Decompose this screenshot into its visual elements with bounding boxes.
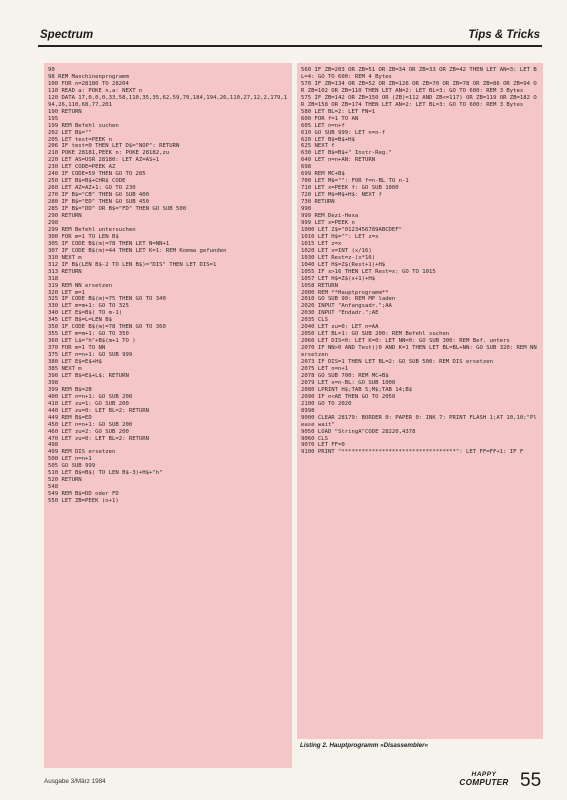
listing-line: 360 LET L$="h"+B$(m+1 TO ) <box>48 338 136 345</box>
listing-line: 998 <box>301 206 312 213</box>
listing-line: 460 LET zu=2: GO SUB 200 <box>48 428 129 435</box>
listing-line: 575 IF ZB=142 OR ZB=150 OR (ZB)=112 AND ZB<=117) OR ZB=119 OR ZB=182 OR ZB=158 OR ZB=174 THEN LET AN=2: LET BL=3: GO TO 600: REM 3 Bytes <box>301 94 537 108</box>
listing-line: 380 LET E$=E$+H$ <box>48 359 102 366</box>
listing-line: 2035 CLS <box>301 317 328 324</box>
listing-line: 520 RETURN <box>48 477 82 484</box>
listing-line: 9060 CLS <box>301 435 328 442</box>
listing-line: 2100 GO TO 2020 <box>301 400 352 407</box>
issue-label: Ausgabe 3/März 1984 <box>44 778 106 785</box>
listing-line: 500 LET n=n+1 <box>48 456 92 463</box>
listing-line: 110 READ a: POKE n,a: NEXT n <box>48 87 143 94</box>
listing-line: 305 IF CODE B$(m)=78 THEN LET N=NN+1 <box>48 240 170 247</box>
listing-line: 640 LET n=n+AN: RETURN <box>301 157 376 164</box>
listing-line: 307 IF CODE B$(m)=44 THEN LET K=1: REM Komma gefunden <box>48 247 227 254</box>
listing-line: 206 IF test=0 THEN LET D$="NOP": RETURN <box>48 143 180 150</box>
listing-line: 9050 LOAD "StringA"CODE 28220,4378 <box>301 428 416 435</box>
listing-line: 202 LET B$="" <box>48 129 92 136</box>
listing-line: 340 LET E$=B$( TO m-1) <box>48 310 123 317</box>
listing-line: 548 <box>48 484 59 491</box>
listing-line: 999 LET x=PEEK n <box>301 219 355 226</box>
listing-line: 2078 GO SUB 700: REM MC+B$ <box>301 372 389 379</box>
listing-line: 199 REM Befehl suchen <box>48 122 119 129</box>
listing-line: 1055 IF x>16 THEN LET Rest=x: GO TO 1015 <box>301 268 436 275</box>
listing-line: 280 IF B$="ED" THEN GO SUB 450 <box>48 199 150 206</box>
listing-line: 9070 LET FF=0 <box>301 442 345 449</box>
page-header <box>38 26 542 44</box>
listing-line: 580 LET BL=2: LET FN=1 <box>301 108 376 115</box>
listing-column-left <box>44 63 292 768</box>
listing-line: 2030 INPUT "Endadr.";AE <box>301 310 379 317</box>
listing-line: 375 LET n=n+1: GO SUB 999 <box>48 352 133 359</box>
listing-line: 570 IF ZB=134 OR ZB=52 OR ZB=126 OR ZB=70 OR ZB=78 OR ZB=86 OR ZB=94 OR ZB=102 OR ZB=110 THEN LET AN=2: LET BL=3: GO TO 600: REM 3 Bytes <box>301 80 537 94</box>
listing-line: 2075 LET n=n+1 <box>301 365 349 372</box>
listing-line: 325 IF CODE B$(m)=75 THEN GO TO 340 <box>48 296 166 303</box>
listing-line: 330 LET m=m+1: GO TO 325 <box>48 303 129 310</box>
listing-line: 270 IF B$="CB" THEN GO SUB 400 <box>48 192 150 199</box>
listing-line: 1020 LET x=INT (x/16) <box>301 247 372 254</box>
listing-line: 698 <box>301 164 312 171</box>
listing-line: 1040 LET H$=Z$(Rest+1)+H$ <box>301 261 386 268</box>
listing-line: 370 FOR m=1 TO NN <box>48 345 106 352</box>
listing-line: 350 IF CODE B$(m)=78 THEN GO TO 360 <box>48 324 166 331</box>
logo-line-1: HAPPY <box>471 771 497 778</box>
listing-line: 499 REM DIS ersetzen <box>48 449 116 456</box>
listing-line: 610 GO SUB 999: LET n=n-f <box>301 129 386 136</box>
listing-line: 210 POKE 28181,PEEK n: POKE 28182,zu <box>48 150 170 157</box>
listing-line: 300 FOR m=1 TO LEN B$ <box>48 233 119 240</box>
section-category: Tips & Tricks <box>468 29 540 41</box>
listing-line: 345 LET B$=L=LEN B$ <box>48 317 112 324</box>
listing-line: 2070 IF NN>0 AND Test()0 AND K=1 THEN LET BL=BL+NN: GO SUB 320: REM NN ersetzen <box>301 345 541 359</box>
listing-line: 2090 IF n<AE THEN GO TO 2050 <box>301 393 396 400</box>
listing-line: 498 <box>48 442 59 449</box>
listing-line: 1015 LET z=x <box>301 240 342 247</box>
listing-line: 385 NEXT m <box>48 365 82 372</box>
listing-line: 1000 LET Z$="0123456789ABCDEF" <box>301 226 403 233</box>
listing-line: 390 LET B$=E$+L$: RETURN <box>48 372 129 379</box>
listing-line: 605 LET n=n+f <box>301 122 345 129</box>
listing-line: 2010 GO SUB 90: REM MP laden <box>301 296 396 303</box>
listing-line: 312 IF B$(LEN B$-2 TO LEN B$)="DIS" THEN LET DIS=1 <box>48 261 217 268</box>
listing-line: 2080 LPRINT H$;TAB 5;M$;TAB 14;B$ <box>301 386 413 393</box>
header-rule <box>38 45 542 47</box>
listing-line: 195 <box>48 115 59 122</box>
logo-line-2: COMPUTER <box>459 778 509 787</box>
listing-line: 313 RETURN <box>48 268 82 275</box>
listing-line: 1030 LET Rest=z-(x*16) <box>301 254 376 261</box>
listing-line: 549 REM B$=DD oder FD <box>48 491 119 498</box>
listing-line: 120 DATA 17,0,0,0,33,58,110,35,35,62,59,70,184,194,26,110,27,12,2,179,194,26,110,68,77,201 <box>48 94 288 108</box>
section-title: Spectrum <box>40 29 94 41</box>
listing-line: 290 RETURN <box>48 213 82 220</box>
listing-line: 410 LET zu=1: GO SUB 200 <box>48 400 129 407</box>
listing-line: 260 LET AZ=AZ+1: GO TO 230 <box>48 185 136 192</box>
listing-line: 240 IF CODE=59 THEN GO TO 285 <box>48 171 146 178</box>
listing-line: 1057 LET H$=Z$(x+1)+H$ <box>301 275 376 282</box>
listing-line: 355 LET m=m+1: GO TO 350 <box>48 331 129 338</box>
listing-line: 399 REM B$=2B <box>48 386 92 393</box>
listing-line: 449 REM B$=ED <box>48 414 92 421</box>
listing-line: 8998 <box>301 407 315 414</box>
listing-line: 470 LET zu=0: LET BL=2: RETURN <box>48 435 150 442</box>
listing-line: 560 IF ZB=203 OR ZB=51 OR ZB=34 OR ZB=33 OR ZB=42 THEN LET AN=3: LET BL=4: GO TO 600: REM 4 Bytes <box>301 67 537 80</box>
listing-line: 2040 LET zu=0: LET n=AA <box>301 324 379 331</box>
listing-line: 510 LET B$=B$( TO LEN B$-3)+H$+"h" <box>48 470 163 477</box>
listing-line: 310 NEXT m <box>48 254 82 261</box>
listing-line: 98 REM Maschinenprogramm <box>48 73 129 80</box>
listing-line: 398 <box>48 379 59 386</box>
listing-column-right <box>297 63 543 739</box>
listing-line: 400 LET n=n+1: GO SUB 200 <box>48 393 133 400</box>
listing-line: 299 REM Befehl untersuchen <box>48 226 136 233</box>
listing-line: 999 REM Dezi-Hexa <box>301 213 359 220</box>
listing-line: 250 LET B$=B$+CHR$ CODE <box>48 178 126 185</box>
listing-line: 1058 RETURN <box>301 282 339 289</box>
listing-line: 90 <box>48 67 55 73</box>
listing-line: 450 LET n=n+1: GO SUB 200 <box>48 421 133 428</box>
listing-line: 630 LET B$=B$+" Instr-Reg." <box>301 150 392 157</box>
listing-line: 220 LET AS=USR 28180: LET AZ=AS+1 <box>48 157 160 164</box>
listing-line: 620 LET B$=B$+H$ <box>301 136 355 143</box>
magazine-logo <box>455 771 513 789</box>
listing-line: 699 REM MC+B$ <box>301 171 345 178</box>
margin-mark <box>8 737 28 757</box>
listing-line: 550 LET ZB=PEEK (n+1) <box>48 498 119 505</box>
listing-caption: Listing 2. Hauptprogramm »Disassembler« <box>300 742 429 749</box>
listing-line: 700 LET M$="": FOR f=n-BL TO n-1 <box>301 178 409 185</box>
page-number: 55 <box>520 770 542 791</box>
listing-line: 730 RETURN <box>301 199 335 206</box>
listing-line: 2079 LET x=n-BL: GO SUB 1000 <box>301 379 396 386</box>
listing-line: 600 FOR f=1 TO AN <box>301 115 359 122</box>
listing-line: 190 RETURN <box>48 108 82 115</box>
listing-line: 9100 PRINT "**********************************": LET FF=FF+1: IF F <box>301 449 524 456</box>
listing-line: 720 LET M$=M$+H$: NEXT f <box>301 192 382 199</box>
listing-line: 710 LET x=PEEK f: GO SUB 1000 <box>301 185 399 192</box>
listing-line: 230 LET CODE=PEEK AZ <box>48 164 116 171</box>
listing-line: 320 LET m=1 <box>48 289 86 296</box>
listing-line: 2000 REM **Hauptprogramm** <box>301 289 389 296</box>
listing-line: 625 NEXT f <box>301 143 335 150</box>
listing-line: 298 <box>48 219 59 226</box>
listing-line: 205 LET test=PEEK n <box>48 136 112 143</box>
listing-line: 1010 LET H$="": LET z=x <box>301 233 379 240</box>
listing-line: 318 <box>48 275 59 282</box>
listing-line: 100 FOR n=28180 TO 28204 <box>48 80 129 87</box>
listing-line: 2020 INPUT "Anfangsadr.";AA <box>301 303 392 310</box>
listing-line: 285 IF B$="DD" OR B$="FD" THEN GO SUB 500 <box>48 206 187 213</box>
listing-line: 505 GO SUB 999 <box>48 463 96 470</box>
listing-line: 2050 LET BL=1: GO SUB 200: REM Befehl suchen <box>301 331 450 338</box>
listing-line: 440 LET zu=0: LET BL=2: RETURN <box>48 407 150 414</box>
listing-line: 9000 CLEAR 28179: BORDER 0: PAPER 0: INK 7: PRINT FLASH 1;AT 10,10;"Please wait" <box>301 414 537 428</box>
listing-line: 2060 LET DIS=0: LET K=0: LET NN=0: GO SUB 300: REM Bef. unters <box>301 338 510 345</box>
listing-line: 2073 IF DIS=1 THEN LET BL=2: GO SUB 500: REM DIS ersetzen <box>301 359 493 366</box>
listing-line: 319 REM NN ersetzen <box>48 282 112 289</box>
